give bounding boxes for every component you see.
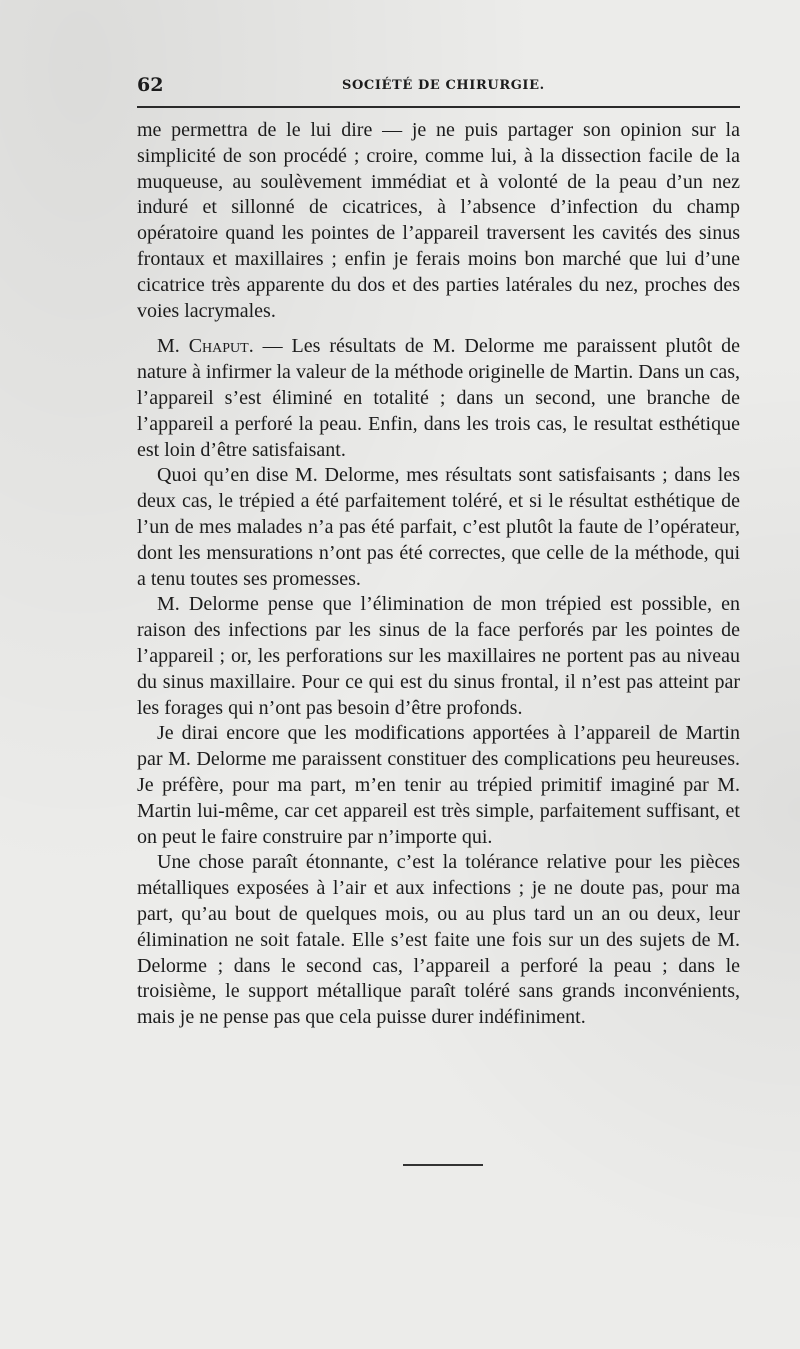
paragraph: Je dirai encore que les modifications apportées à l’appareil de Martin par M. Delorme me paraissent constituer des complications peu heureuses. Je préfère, pour ma part, m’en tenir au trépied primitif imaginé par M. Martin lui-même, car cet appareil est très simple, parfaitement suffisant, et on peut le faire construire par n’importe qui.: [137, 722, 740, 848]
header-rule: [137, 106, 740, 108]
paragraph-continuation: me permettra de le lui dire — je ne puis partager son opinion sur la simplicité de son procédé ; croire, comme lui, à la dissection facile de la muqueuse, au soulèvement immédiat et à volonté de la peau d’un nez induré et sillonné de cicatrices, à l’absence d’infection du champ opératoire quand les pointes de l’appareil traversent les cavités des sinus frontaux et maxillaires ; enfin je ferais moins bon marché que lui d’une cicatrice très apparente du dos et des parties latérales du nez, proches des voies lacrymales.: [137, 119, 740, 322]
page-header: [137, 74, 740, 102]
paragraph-chaput: [137, 334, 740, 463]
paragraph: Une chose paraît étonnante, c’est la tolérance relative pour les pièces métalliques exposées à l’air et aux infections ; je ne doute pas, pour ma part, qu’au bout de quelques mois, ou au plus tard un an ou deux, leur élimination ne soit fatale. Elle s’est faite une fois sur un des sujets de M. Delorme ; dans le second cas, l’appareil a perforé la peau ; dans le troisième, le support métallique paraît toléré sans grands inconvénients, mais je ne pense pas que cela puisse durer indéfiniment.: [137, 851, 740, 1029]
paragraph: Quoi qu’en dise M. Delorme, mes résultats sont satisfaisants ; dans les deux cas, le trépied a été parfaitement toléré, et si le résultat esthétique de l’un de mes malades n’a pas été parfait, c’est plutôt la faute de l’opérateur, dont les mensurations n’ont pas été correctes, que celle de la méthode, qui a tenu toutes ses promesses.: [137, 464, 740, 590]
end-rule: [403, 1164, 483, 1166]
body-text: [137, 118, 740, 1031]
speaker-name: M. Chaput.: [157, 335, 254, 358]
page-number: 62: [137, 74, 164, 96]
paragraph: M. Delorme pense que l’élimination de mon trépied est possible, en raison des infections par les sinus de la face perforés par les pointes de l’appareil ; or, les perforations sur les maxillaires ne portent pas au niveau du sinus maxillaire. Pour ce qui est du sinus frontal, il n’est pas atteint par les forages qui n’ont pas besoin d’être profonds.: [137, 593, 740, 719]
running-title: SOCIÉTÉ DE CHIRURGIE.: [342, 78, 545, 93]
paragraph-chaput-text: — Les résultats de M. Delorme me paraissent plutôt de nature à infirmer la valeur de la méthode originelle de Martin. Dans un cas, l’appareil s’est éliminé en totalité ; dans un second, une branche de l’appareil a perforé la peau. Enfin, dans les trois cas, le resultat esthétique est loin d’être satisfaisant.: [137, 335, 741, 461]
